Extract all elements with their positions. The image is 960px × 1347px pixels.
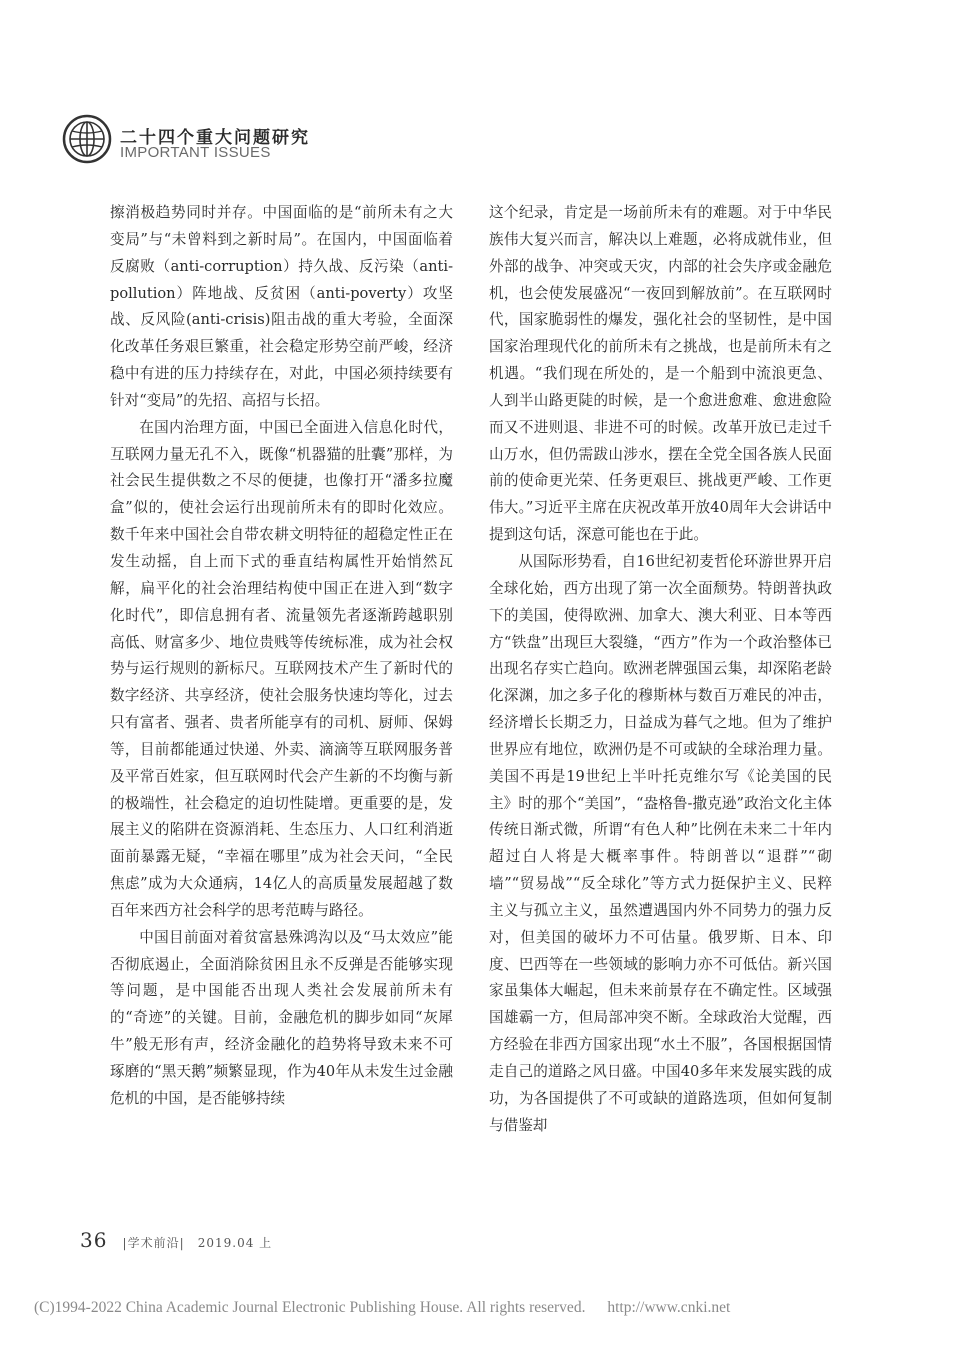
- globe-icon: [62, 114, 112, 164]
- left-paragraph-3: 中国目前面对着贫富悬殊鸿沟以及“马太效应”能否彻底遏止，全面消除贫困且永不反弹是否能够实现等问题，是中国能否出现人类社会发展前所未有的“奇迹”的关键。目前，金融危机的脚步如同“灰犀牛”般无形有声，经济金融化的趋势将导致未来不可琢磨的“黑天鹅”频繁显现，作为40年从未发生过金融危机的中国，是否能够持续: [110, 928, 453, 1107]
- issue-label: 2019.04 上: [197, 1236, 273, 1250]
- section-header: [62, 114, 382, 174]
- copyright-url[interactable]: http://www.cnki.net: [607, 1299, 731, 1316]
- header-title-en: IMPORTANT ISSUES: [120, 144, 271, 161]
- page-footer: [80, 1228, 272, 1256]
- right-column: [489, 200, 832, 1140]
- copyright-line: [34, 1299, 730, 1317]
- right-paragraph-1: 这个纪录，肯定是一场前所未有的难题。对于中华民族伟大复兴而言，解决以上难题，必将成就伟业，但外部的战争、冲突或天灾，内部的社会失序或金融危机，也会使发展盛况“一夜回到解放前”。在互联网时代，国家脆弱性的爆发，强化社会的坚韧性，是中国国家治理现代化的前所未有之挑战，也是前所未有之机遇。“我们现在所处的，是一个船到中流浪更急、人到半山路更陡的时候，是一个愈进愈难、愈进愈险而又不进则退、非进不可的时候。改革开放已走过千山万水，但仍需跋山涉水，摆在全党全国各族人民面前的使命更光荣、任务更艰巨、挑战更严峻、工作更伟大。”习近平主席在庆祝改革开放40周年大会讲话中提到这句话，深意可能也在于此。: [489, 204, 832, 544]
- copyright-text: (C)1994-2022 China Academic Journal Electronic Publishing House. All rights reserved.: [34, 1299, 586, 1316]
- left-column: [110, 200, 453, 1113]
- header-title-cn: 二十四个重大问题研究: [120, 128, 310, 148]
- journal-name: |学术前沿|: [122, 1236, 185, 1250]
- page-number: 36: [80, 1228, 108, 1252]
- left-paragraph-1: 擦消极趋势同时并存。中国面临的是“前所未有之大变局”与“未曾料到之新时局”。在国内，中国面临着反腐败（anti-corruption）持久战、反污染（anti-pollution）阵地战、反贫困（anti-poverty）攻坚战、反风险(anti-crisis)阻击战的重大考验，全面深化改革任务艰巨繁重，社会稳定形势空前严峻，经济稳中有进的压力持续存在，对此，中国必须持续要有针对“变局”的先招、高招与长招。: [110, 204, 453, 409]
- right-paragraph-2: 从国际形势看，自16世纪初麦哲伦环游世界开启全球化始，西方出现了第一次全面颓势。特朗普执政下的美国，使得欧洲、加拿大、澳大利亚、日本等西方“铁盘”出现巨大裂缝，“西方”作为一个政治整体已出现名存实亡趋向。欧洲老牌强国云集，却深陷老龄化深渊，加之多子化的穆斯林与数百万难民的冲击，经济增长长期乏力，日益成为暮气之地。但为了维护世界应有地位，欧洲仍是不可或缺的全球治理力量。美国不再是19世纪上半叶托克维尔写《论美国的民主》时的那个“美国”，“盎格鲁-撒克逊”政治文化主体传统日渐式微，所谓“有色人种”比例在未来二十年内超过白人将是大概率事件。特朗普以“退群”“砌墙”“贸易战”“反全球化”等方式力挺保护主义、民粹主义与孤立主义，虽然遭遇国内外不同势力的强力反对，但美国的破坏力不可估量。俄罗斯、日本、印度、巴西等在一些领域的影响力亦不可低估。新兴国家虽集体大崛起，但未来前景存在不确定性。区域强国雄霸一方，但局部冲突不断。全球政治大觉醒，西方经验在非西方国家出现“水土不服”，各国根据国情走自己的道路之风日盛。中国40多年来发展实践的成功，为各国提供了不可或缺的道路选项，但如何复制与借鉴却: [489, 552, 832, 1134]
- left-paragraph-2: 在国内治理方面，中国已全面进入信息化时代，互联网力量无孔不入，既像“机器猫的肚囊”那样，为社会民生提供数之不尽的便捷，也像打开“潘多拉魔盒”似的，使社会运行出现前所未有的即时化效应。数千年来中国社会自带农耕文明特征的超稳定性正在发生动摇，自上而下式的垂直结构属性开始悄然瓦解，扁平化的社会治理结构使中国正在进入到“数字化时代”，即信息拥有者、流量领先者逐渐跨越职别高低、财富多少、地位贵贱等传统标准，成为社会权势与运行规则的新标尺。互联网技术产生了新时代的数字经济、共享经济，使社会服务快速均等化，过去只有富者、强者、贵者所能享有的司机、厨师、保姆等，目前都能通过快递、外卖、滴滴等互联网服务普及平常百姓家，但互联网时代会产生新的不均衡与新的极端性，社会稳定的迫切性陡增。更重要的是，发展主义的陷阱在资源消耗、生态压力、人口红利消逝面前暴露无疑，“幸福在哪里”成为社会天问，“全民焦虑”成为大众通病，14亿人的高质量发展超越了数百年来西方社会科学的思考范畴与路径。: [110, 418, 453, 919]
